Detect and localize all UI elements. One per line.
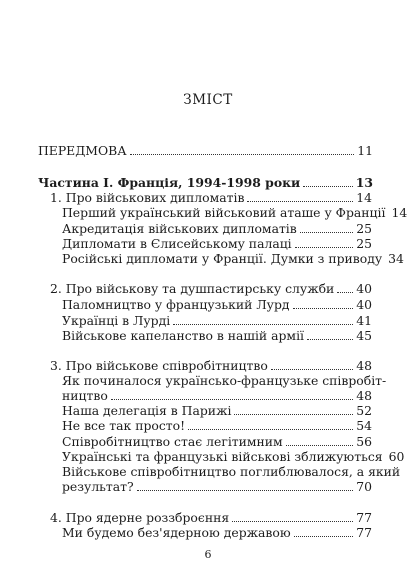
toc-entry-page: 48	[356, 358, 372, 373]
toc-entry-page: 48	[356, 388, 372, 403]
toc-entry	[62, 325, 372, 343]
toc-leader	[307, 338, 353, 340]
toc-entry-page: 25	[356, 236, 372, 251]
toc-entry-text: 4. Про ядерне роззброєння	[50, 510, 230, 525]
toc-leader	[294, 535, 354, 537]
toc-entry-text: Не все так просто!	[62, 418, 186, 433]
toc-leader	[137, 489, 354, 491]
toc-entry-text: Військове капеланство в нашій армії	[62, 328, 304, 343]
toc-entry-text: Перший український військовий аташе у Франції	[62, 205, 386, 220]
toc-entry-text: Частина I. Франція, 1994-1998 роки	[38, 175, 301, 190]
toc-leader	[130, 153, 355, 155]
toc-entry-page: 54	[356, 418, 372, 433]
toc-entry-text: 1. Про військових дипломатів	[50, 190, 245, 205]
toc-entry-page: 77	[356, 525, 372, 540]
toc-entry-page: 45	[356, 328, 372, 343]
toc-entry-page: 25	[356, 221, 372, 236]
toc-entry-page: 14	[391, 205, 408, 220]
toc-entry	[62, 522, 372, 540]
toc-entry-text: Акредитація військових дипломатів	[62, 221, 297, 236]
toc-entry-page: 70	[356, 479, 372, 494]
toc-entry-text: Українці в Лурді	[62, 313, 171, 328]
toc-entry-page: 52	[356, 403, 372, 418]
toc-entry-page: 41	[356, 313, 372, 328]
page-number: 6	[204, 548, 212, 561]
page-title: ЗМІСТ	[183, 92, 233, 108]
toc-entry-page: 40	[356, 297, 372, 312]
toc-entry-page: 34	[388, 251, 404, 266]
toc-entry-text: Ми будемо без'ядерною державою	[62, 525, 291, 540]
toc-entry-page: 56	[356, 434, 372, 449]
toc-entry-text: Співробітництво стає легітимним	[62, 434, 283, 449]
toc-entry-text: ництво	[62, 388, 108, 403]
toc-entry-foreword	[38, 140, 373, 158]
toc-entry-page: 11	[357, 143, 373, 158]
toc-entry-text: Дипломати в Єлисейському палаці	[62, 236, 292, 251]
toc-entry	[62, 248, 404, 266]
toc-entry-page: 40	[356, 281, 372, 296]
toc-leader	[293, 307, 354, 309]
toc-entry-text: результат?	[62, 479, 134, 494]
toc-entry-text: 2. Про військову та душпастирську служби	[50, 281, 335, 296]
toc-entry-page: 14	[356, 190, 372, 205]
toc-entry-page: 60	[388, 449, 405, 464]
toc-entry-page: 77	[356, 510, 372, 525]
toc-entry-text: 3. Про військове співробітництво	[50, 358, 268, 373]
toc-entry-text: Військове співробітництво поглиблювалося, а який	[62, 464, 401, 479]
toc-entry-text: Паломництво у французький Лурд	[62, 297, 290, 312]
toc-entry-page: 13	[355, 175, 373, 190]
toc-entry-text: Наша делегація в Парижі	[62, 403, 232, 418]
toc-entry	[62, 476, 372, 494]
toc-leader	[188, 428, 353, 430]
toc-entry-text: Російські дипломати у Франції. Думки з приводу	[62, 251, 383, 266]
toc-entry-text: Як починалося українсько-французьке співробіт-	[62, 373, 387, 388]
toc-leader	[337, 291, 353, 293]
toc-entry-text: ПЕРЕДМОВА	[38, 143, 127, 158]
toc-entry-text: Українські та французькі військові зближуються	[62, 449, 383, 464]
